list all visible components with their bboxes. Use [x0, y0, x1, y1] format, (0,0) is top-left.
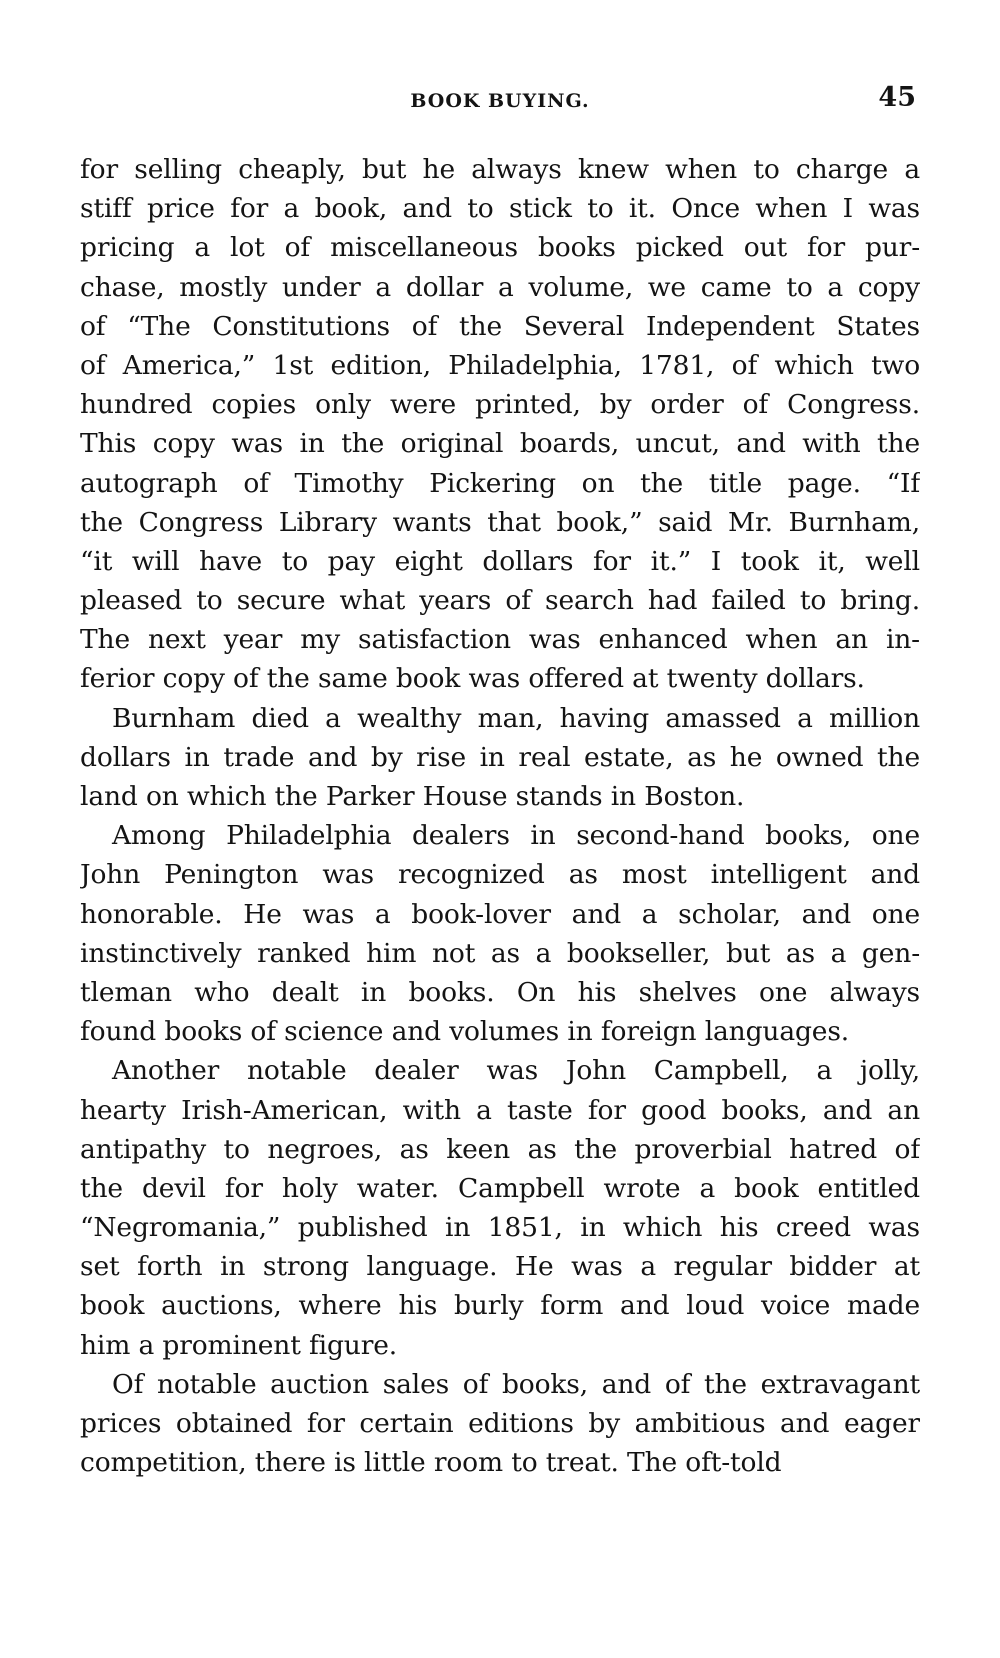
text-line: set forth in strong language. He was a regular bidder at	[80, 1251, 920, 1283]
text-line: hearty Irish-American, with a taste for good books, and an	[80, 1094, 920, 1126]
text-line: “Negromania,” published in 1851, in which his creed was	[80, 1212, 920, 1244]
text-line: land on which the Parker House stands in Boston.	[80, 781, 745, 812]
text-line: This copy was in the original boards, uncut, and with the	[80, 428, 920, 460]
text-line: pricing a lot of miscellaneous books picked out for pur-	[80, 232, 920, 264]
text-line: ferior copy of the same book was offered at twenty dollars.	[80, 663, 865, 695]
text-line: “it will have to pay eight dollars for it.” I took it, well	[80, 545, 920, 577]
text-line: of America,” 1st edition, Philadelphia, 1781, of which two	[80, 349, 920, 381]
text-line: chase, mostly under a dollar a volume, we came to a copy	[80, 271, 920, 303]
text-line: dollars in trade and by rise in real estate, as he owned the	[80, 741, 920, 773]
text-line: the Congress Library wants that book,” said Mr. Burnham,	[80, 506, 920, 538]
text-line: John Penington was recognized as most intelligent and	[80, 859, 920, 891]
paragraph	[80, 1365, 920, 1483]
paragraph	[80, 699, 920, 817]
page-number: 45	[878, 82, 916, 113]
text-line: pleased to secure what years of search had failed to bring.	[80, 585, 920, 617]
paragraph	[80, 1051, 920, 1365]
running-title: BOOK BUYING.	[410, 90, 590, 112]
text-line: hundred copies only were printed, by order of Congress.	[80, 389, 920, 421]
text-line: Of notable auction sales of books, and of the extravagant	[112, 1368, 920, 1400]
text-line: stiff price for a book, and to stick to it. Once when I was	[80, 193, 920, 225]
text-line: honorable. He was a book-lover and a scholar, and one	[80, 898, 920, 930]
text-line: Burnham died a wealthy man, having amassed a million	[112, 702, 920, 734]
running-head	[80, 80, 920, 120]
paragraph	[80, 150, 920, 699]
text-line: Another notable dealer was John Campbell, a jolly,	[112, 1055, 920, 1087]
text-line: antipathy to negroes, as keen as the proverbial hatred of	[80, 1133, 920, 1165]
text-line: instinctively ranked him not as a bookseller, but as a gen-	[80, 937, 920, 969]
body-text	[80, 150, 920, 1482]
text-line: book auctions, where his burly form and loud voice made	[80, 1290, 920, 1322]
text-line: competition, there is little room to treat. The oft-told	[80, 1447, 782, 1479]
text-line: the devil for holy water. Campbell wrote a book entitled	[80, 1172, 920, 1204]
text-line: tleman who dealt in books. On his shelves one always	[80, 976, 920, 1008]
text-line: The next year my satisfaction was enhanced when an in-	[80, 624, 920, 656]
text-line: of “The Constitutions of the Several Independent States	[80, 310, 920, 342]
text-line: for selling cheaply, but he always knew when to charge a	[80, 154, 920, 185]
text-line: him a prominent figure.	[80, 1329, 398, 1361]
text-line: prices obtained for certain editions by ambitious and eager	[80, 1408, 920, 1439]
text-line: Among Philadelphia dealers in second-hand books, one	[112, 820, 920, 852]
text-line: found books of science and volumes in foreign languages.	[80, 1016, 850, 1048]
text-line: autograph of Timothy Pickering on the title page. “If	[80, 467, 920, 499]
paragraph	[80, 816, 920, 1051]
